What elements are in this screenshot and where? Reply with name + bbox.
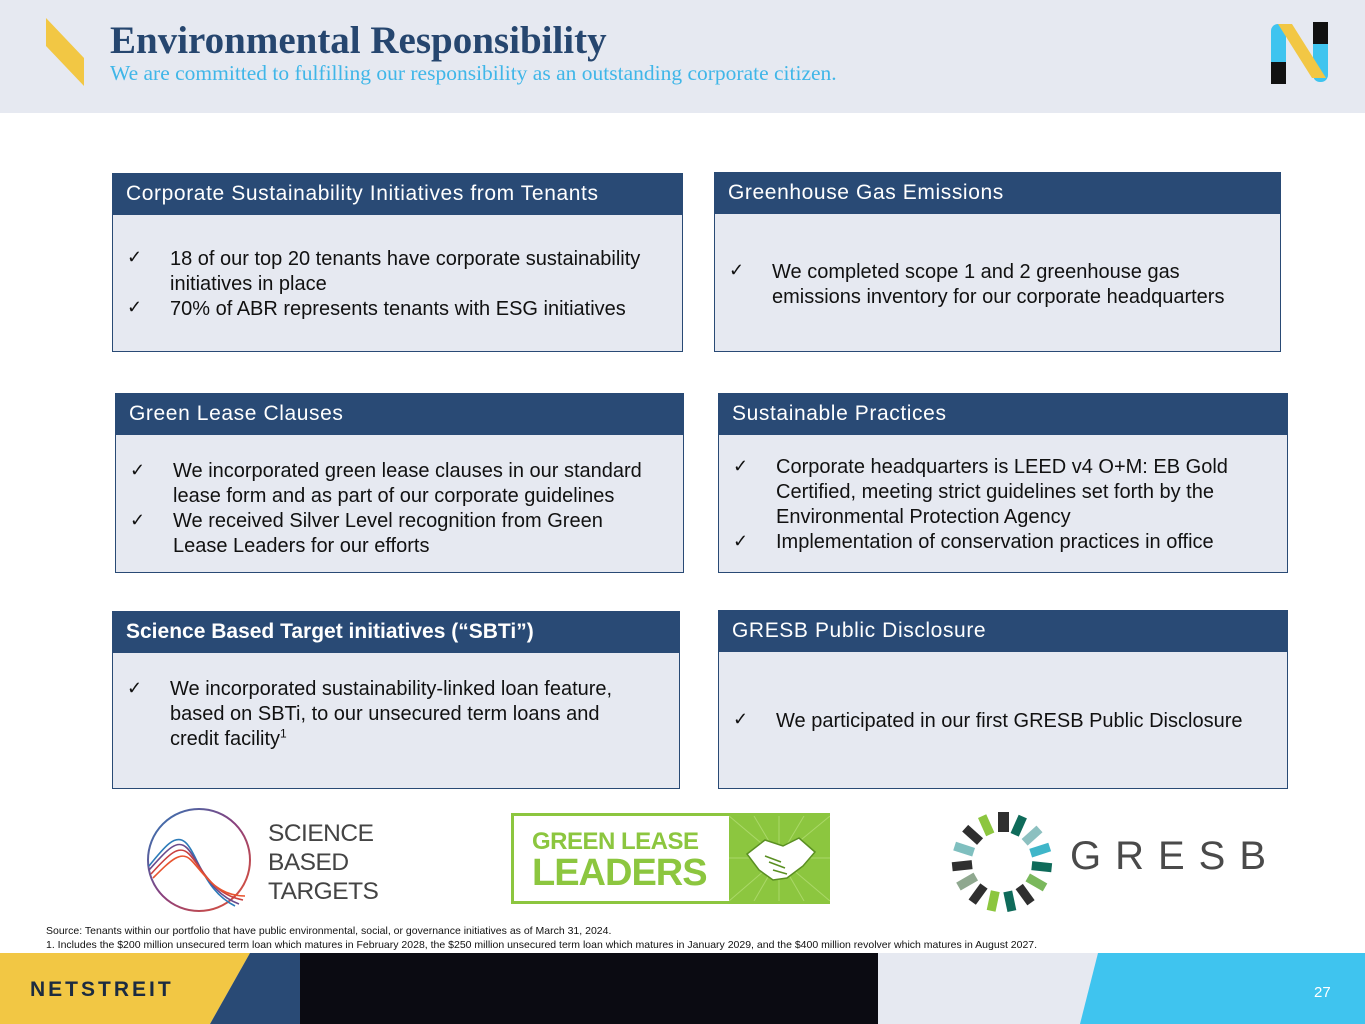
card-heading: Green Lease Clauses <box>115 393 684 435</box>
bullet-text: We completed scope 1 and 2 greenhouse gas emissions inventory for our corporate headquarters <box>772 261 1225 308</box>
header-accent-icon <box>44 18 88 88</box>
card-gresb <box>718 610 1288 789</box>
card-body <box>718 651 1288 789</box>
bullet-text: Implementation of conservation practices in office <box>776 531 1214 553</box>
bullet-text: We participated in our first GRESB Public Disclosure <box>776 710 1243 732</box>
card-heading: Corporate Sustainability Initiatives from Tenants <box>112 173 683 215</box>
card-body <box>115 434 684 573</box>
slide-footer <box>0 953 1365 1024</box>
check-icon: ✓ <box>733 709 749 729</box>
check-icon: ✓ <box>127 297 143 317</box>
card-heading: Greenhouse Gas Emissions <box>714 172 1281 214</box>
footnote-1: 1. Includes the $200 million unsecured term loan which matures in February 2028, the $250 million unsecured term loan which matures in January 2029, and the $400 million revolver which matures in August 2027. <box>46 939 1038 951</box>
check-icon: ✓ <box>733 456 749 476</box>
bullet-text: We incorporated sustainability-linked loan feature, based on SBTi, to our unsecured term loans and credit facility$^1$ <box>170 678 613 750</box>
gresb-wordmark: GRESB <box>1070 834 1281 878</box>
check-icon: ✓ <box>733 531 749 551</box>
footer-brand: NETSTREIT <box>30 978 174 1001</box>
card-body <box>112 214 683 352</box>
bullet-text: 70% of ABR represents tenants with ESG initiatives <box>170 298 626 320</box>
bullet-text: Corporate headquarters is LEED v4 O+M: EB Gold Certified, meeting strict guidelines set forth by the Environmental Protection Agency <box>776 456 1228 528</box>
science-based-targets-logo-icon <box>145 806 257 916</box>
page-number: 27 <box>1314 984 1331 1001</box>
check-icon: ✓ <box>127 247 143 267</box>
source-note: Source: Tenants within our portfolio that have public environmental, social, or governance initiatives as of March 31, 2024. <box>46 925 612 937</box>
card-body <box>112 652 680 789</box>
gresb-logo-icon <box>948 808 1058 918</box>
card-tenant-sustainability <box>112 173 683 352</box>
green-lease-leaders-line1: GREEN LEASE <box>532 828 699 855</box>
card-heading: Sustainable Practices <box>718 393 1288 435</box>
bullet-text: We incorporated green lease clauses in our standard lease form and as part of our corporate guidelines <box>173 460 642 507</box>
card-green-lease <box>115 393 684 573</box>
page-title: Environmental Responsibility <box>110 19 607 62</box>
handshake-icon <box>729 816 830 901</box>
netstreit-logo-icon <box>1268 20 1332 86</box>
check-icon: ✓ <box>729 260 745 280</box>
card-sbti <box>112 611 680 789</box>
card-sustainable-practices <box>718 393 1288 573</box>
science-based-targets-wordmark: SCIENCE BASED TARGETS <box>268 820 379 905</box>
card-heading: Science Based Target initiatives (“SBTi”) <box>112 611 680 653</box>
card-body <box>718 434 1288 573</box>
green-lease-leaders-logo <box>511 813 830 904</box>
card-body <box>714 213 1281 352</box>
bullet-text: We received Silver Level recognition from Green Lease Leaders for our efforts <box>173 510 603 557</box>
slide-header <box>0 0 1365 113</box>
bullet-text: 18 of our top 20 tenants have corporate sustainability initiatives in place <box>170 248 641 295</box>
footnotes <box>46 924 1037 952</box>
page-subtitle: We are committed to fulfilling our responsibility as an outstanding corporate citizen. <box>110 61 837 85</box>
footnote-marker: 1 <box>280 726 287 741</box>
footer-band-icon <box>0 953 1365 1024</box>
check-icon: ✓ <box>130 460 146 480</box>
card-greenhouse-gas <box>714 172 1281 352</box>
green-lease-leaders-line2: LEADERS <box>532 852 707 894</box>
check-icon: ✓ <box>127 678 143 698</box>
card-heading: GRESB Public Disclosure <box>718 610 1288 652</box>
check-icon: ✓ <box>130 510 146 530</box>
